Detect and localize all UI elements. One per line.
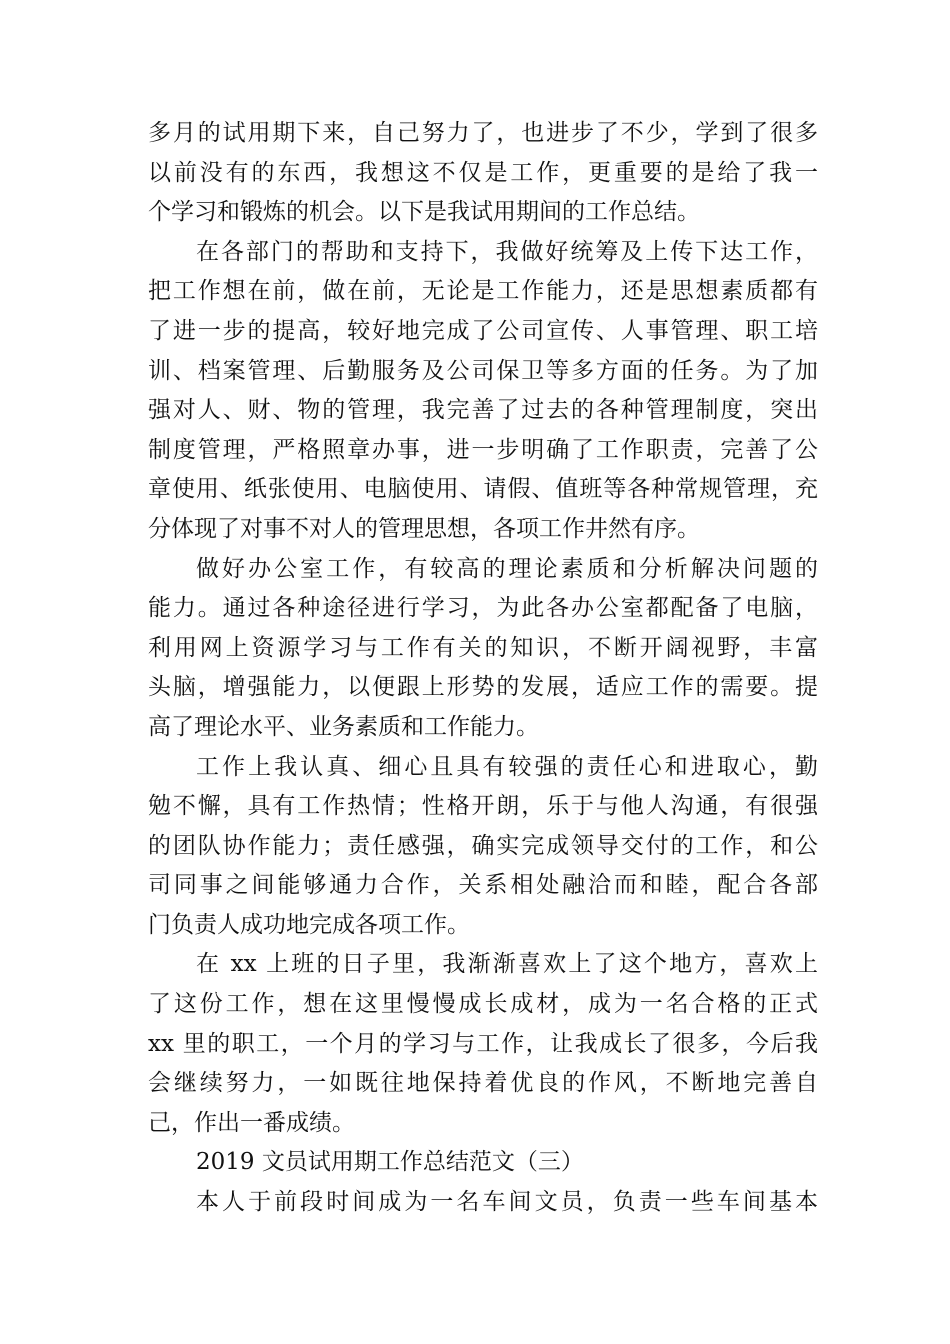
text-line: 门负责人成功地完成各项工作。 xyxy=(148,911,470,938)
text-line: 头脑，增强能力，以便跟上形势的发展，适应工作的需要。提 xyxy=(148,674,818,701)
text-line: 的团队协作能力；责任感强，确实完成领导交付的工作，和公 xyxy=(148,832,818,859)
text-line: 章使用、纸张使用、电脑使用、请假、值班等各种常规管理，充 xyxy=(148,476,818,503)
paragraph-first-line: 工作上我认真、细心且具有较强的责任心和进取心，勤 xyxy=(196,753,818,780)
text-line: 把工作想在前，做在前，无论是工作能力，还是思想素质都有 xyxy=(148,278,818,305)
text-line: 司同事之间能够通力合作，关系相处融洽而和睦，配合各部 xyxy=(148,872,818,899)
text-line: xx 里的职工，一个月的学习与工作，让我成长了很多，今后我 xyxy=(148,1030,818,1057)
text-line: 训、档案管理、后勤服务及公司保卫等多方面的任务。为了加 xyxy=(148,357,818,384)
text-line: 个学习和锻炼的机会。以下是我试用期间的工作总结。 xyxy=(148,199,700,226)
document-body xyxy=(148,114,818,1223)
text-line: 能力。通过各种途径进行学习，为此各办公室都配备了电脑， xyxy=(148,595,818,622)
text-line: 了这份工作，想在这里慢慢成长成材，成为一名合格的正式 xyxy=(148,991,818,1018)
text-line: 了进一步的提高，较好地完成了公司宣传、人事管理、职工培 xyxy=(148,317,818,344)
text-line: 利用网上资源学习与工作有关的知识，不断开阔视野，丰富 xyxy=(148,634,818,661)
text-line: 以前没有的东西，我想这不仅是工作，更重要的是给了我一 xyxy=(148,159,818,186)
paragraph-first-line: 本人于前段时间成为一名车间文员，负责一些车间基本 xyxy=(196,1189,818,1216)
text-line: 多月的试用期下来，自己努力了，也进步了不少，学到了很多 xyxy=(148,120,818,146)
text-line: 己，作出一番成绩。 xyxy=(148,1109,355,1136)
text-line: 制度管理，严格照章办事，进一步明确了工作职责，完善了公 xyxy=(148,436,818,463)
text-line: 会继续努力，一如既往地保持着优良的作风，不断地完善自 xyxy=(148,1070,818,1097)
text-line: 强对人、财、物的管理，我完善了过去的各种管理制度，突出 xyxy=(148,397,818,424)
text-line: 勉不懈，具有工作热情；性格开朗，乐于与他人沟通，有很强 xyxy=(148,793,818,820)
text-line: 分体现了对事不对人的管理思想，各项工作井然有序。 xyxy=(148,515,700,542)
paragraph-first-line: 2019 文员试用期工作总结范文（三） xyxy=(196,1149,584,1176)
text-line: 高了理论水平、业务素质和工作能力。 xyxy=(148,713,539,740)
paragraph-first-line: 在 xx 上班的日子里，我渐渐喜欢上了这个地方，喜欢上 xyxy=(196,951,818,978)
paragraph-first-line: 在各部门的帮助和支持下，我做好统筹及上传下达工作， xyxy=(196,238,818,265)
paragraph-first-line: 做好办公室工作，有较高的理论素质和分析解决问题的 xyxy=(196,555,818,582)
